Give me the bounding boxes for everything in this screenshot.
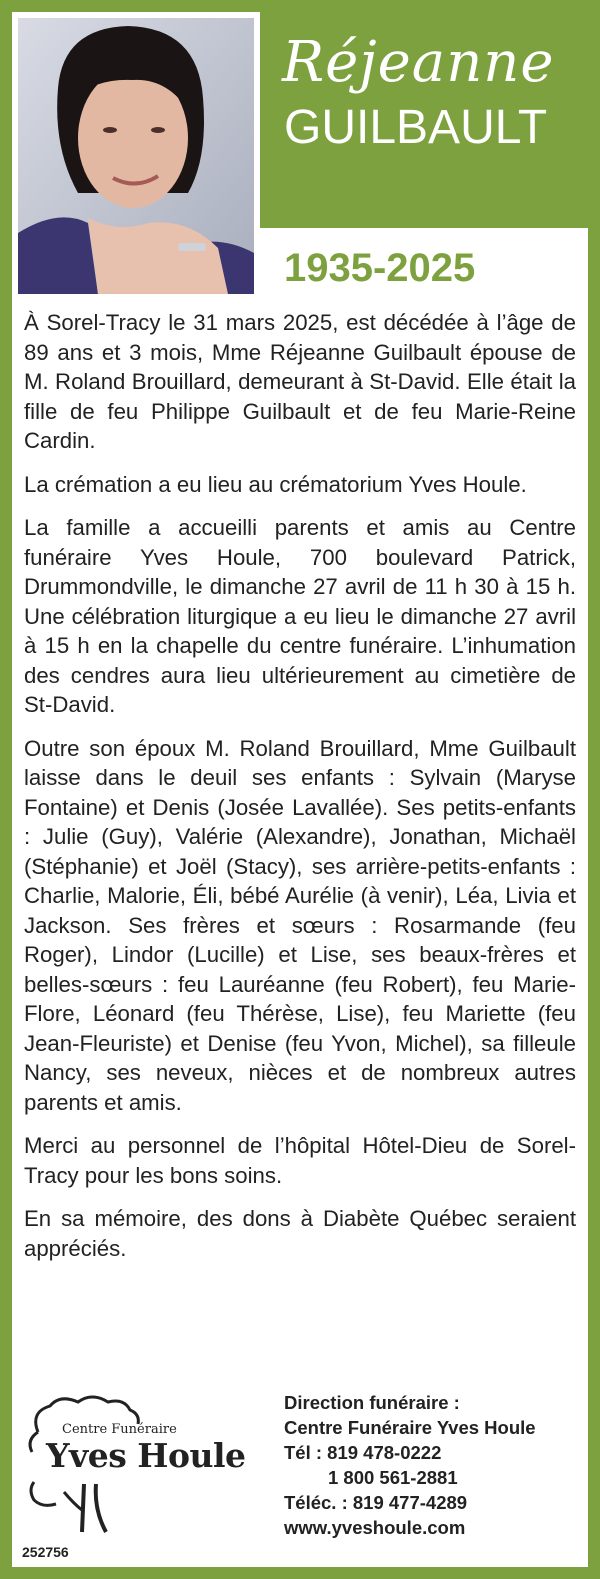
paragraph-thanks: Merci au personnel de l’hôpital Hôtel-Dieu de Sorel-Tracy pour les bons soins. [24,1133,576,1188]
paragraph-death: À Sorel-Tracy le 31 mars 2025, est décédée à l’âge de 89 ans et 3 mois, Mme Réjeanne Guilbault épouse de M. Roland Brouillard, demeurant à St-David. Elle était la fille de feu Philippe Guilbault et de feu Marie-Reine Cardin. [24,310,576,453]
paragraph-cremation: La crémation a eu lieu au crématorium Yves Houle. [24,471,527,497]
first-name: Réjeanne [282,30,555,95]
contact-name: Centre Funéraire Yves Houle [284,1417,536,1438]
paragraph-visitation: La famille a accueilli parents et amis au Centre funéraire Yves Houle, 700 boulevard Patrick, Drummondville, le dimanche 27 avril de 11 h 30 à 15 h. Une célébration liturgique a eu lieu le dimanche 27 avril à 15 h en la chapelle du centre funéraire. L’inhumation des cendres aura lieu ultérieurement au cimetière de St-David. [24,515,576,717]
logo-small-text: Centre Funéraire [62,1422,177,1437]
paragraph-donations: En sa mémoire, des dons à Diabète Québec seraient appréciés. [24,1206,576,1261]
funeral-home-logo [20,1392,260,1542]
portrait-photo [12,12,260,300]
portrait-photo-image [18,18,254,294]
contact-phone-tollfree: 1 800 561-2881 [328,1467,458,1488]
reference-number: 252756 [22,1544,69,1560]
contact-fax: Téléc. : 819 477-4289 [284,1492,468,1513]
last-name: GUILBAULT [284,101,548,154]
logo-big-text: Yves Houle [46,1436,246,1475]
contact-phone: Tél : 819 478-0222 [284,1442,442,1463]
obituary-text [24,308,576,1277]
life-years: 1935-2025 [284,246,476,290]
contact-heading: Direction funéraire : [284,1392,460,1413]
contact-website[interactable]: www.yveshoule.com [284,1517,466,1538]
contact-block [284,1390,536,1540]
paragraph-family: Outre son époux M. Roland Brouillard, Mme Guilbault laisse dans le deuil ses enfants : Sylvain (Maryse Fontaine) et Denis (Josée Lavallée). Ses petits-enfants : Julie (Guy), Valérie (Alexandre), Jonathan, Michaël (Stéphanie) et Joël (Stacy), ses arrière-petits-enfants : Charlie, Malorie, Éli, bébé Aurélie (à venir), Léa, Livia et Jackson. Ses frères et sœurs : Rosarmande (feu Roger), Lindor (Lucille) et Lise, ses beaux-frères et belles-sœurs : feu Lauréanne (feu Robert), feu Marie-Flore, Léonard (feu Thérèse, Lise), feu Mariette (feu Jean-Fleuriste) et Denise (feu Yvon, Michel), sa filleule Nancy, ses neveux, nièces et de nombreux autres parents et amis. [24,735,576,1115]
